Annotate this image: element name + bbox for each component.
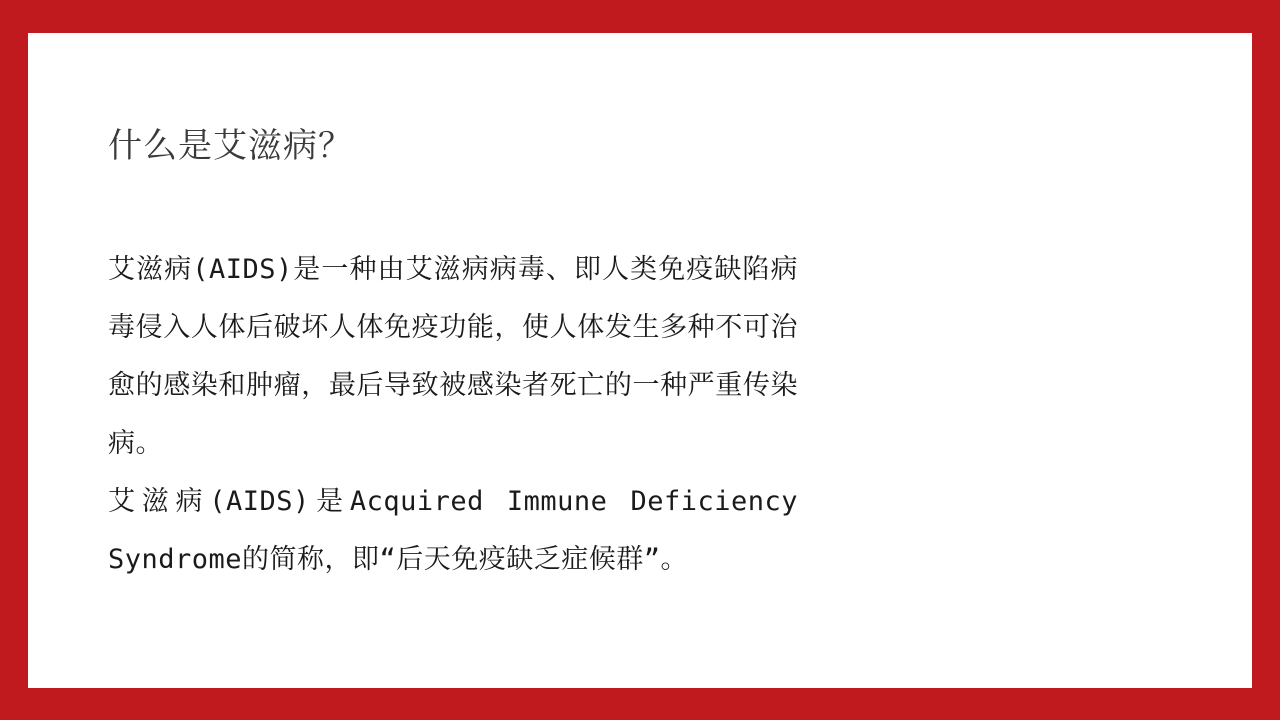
body-paragraph-2: 艾滋病(AIDS)是Acquired Immune Deficiency Syndrome的简称，即“后天免疫缺乏症候群”。 xyxy=(108,486,798,575)
text-column xyxy=(108,123,1108,589)
body-paragraph-1: 艾滋病(AIDS)是一种由艾滋病病毒、即人类免疫缺陷病毒侵入人体后破坏人体免疫功能，使人体发生多种不可治愈的感染和肿瘤，最后导致被感染者死亡的一种严重传染病。 xyxy=(108,254,798,459)
slide-content-area xyxy=(28,33,1252,688)
page-title: 什么是艾滋病？ xyxy=(108,126,353,166)
body-text-block xyxy=(108,241,1108,589)
